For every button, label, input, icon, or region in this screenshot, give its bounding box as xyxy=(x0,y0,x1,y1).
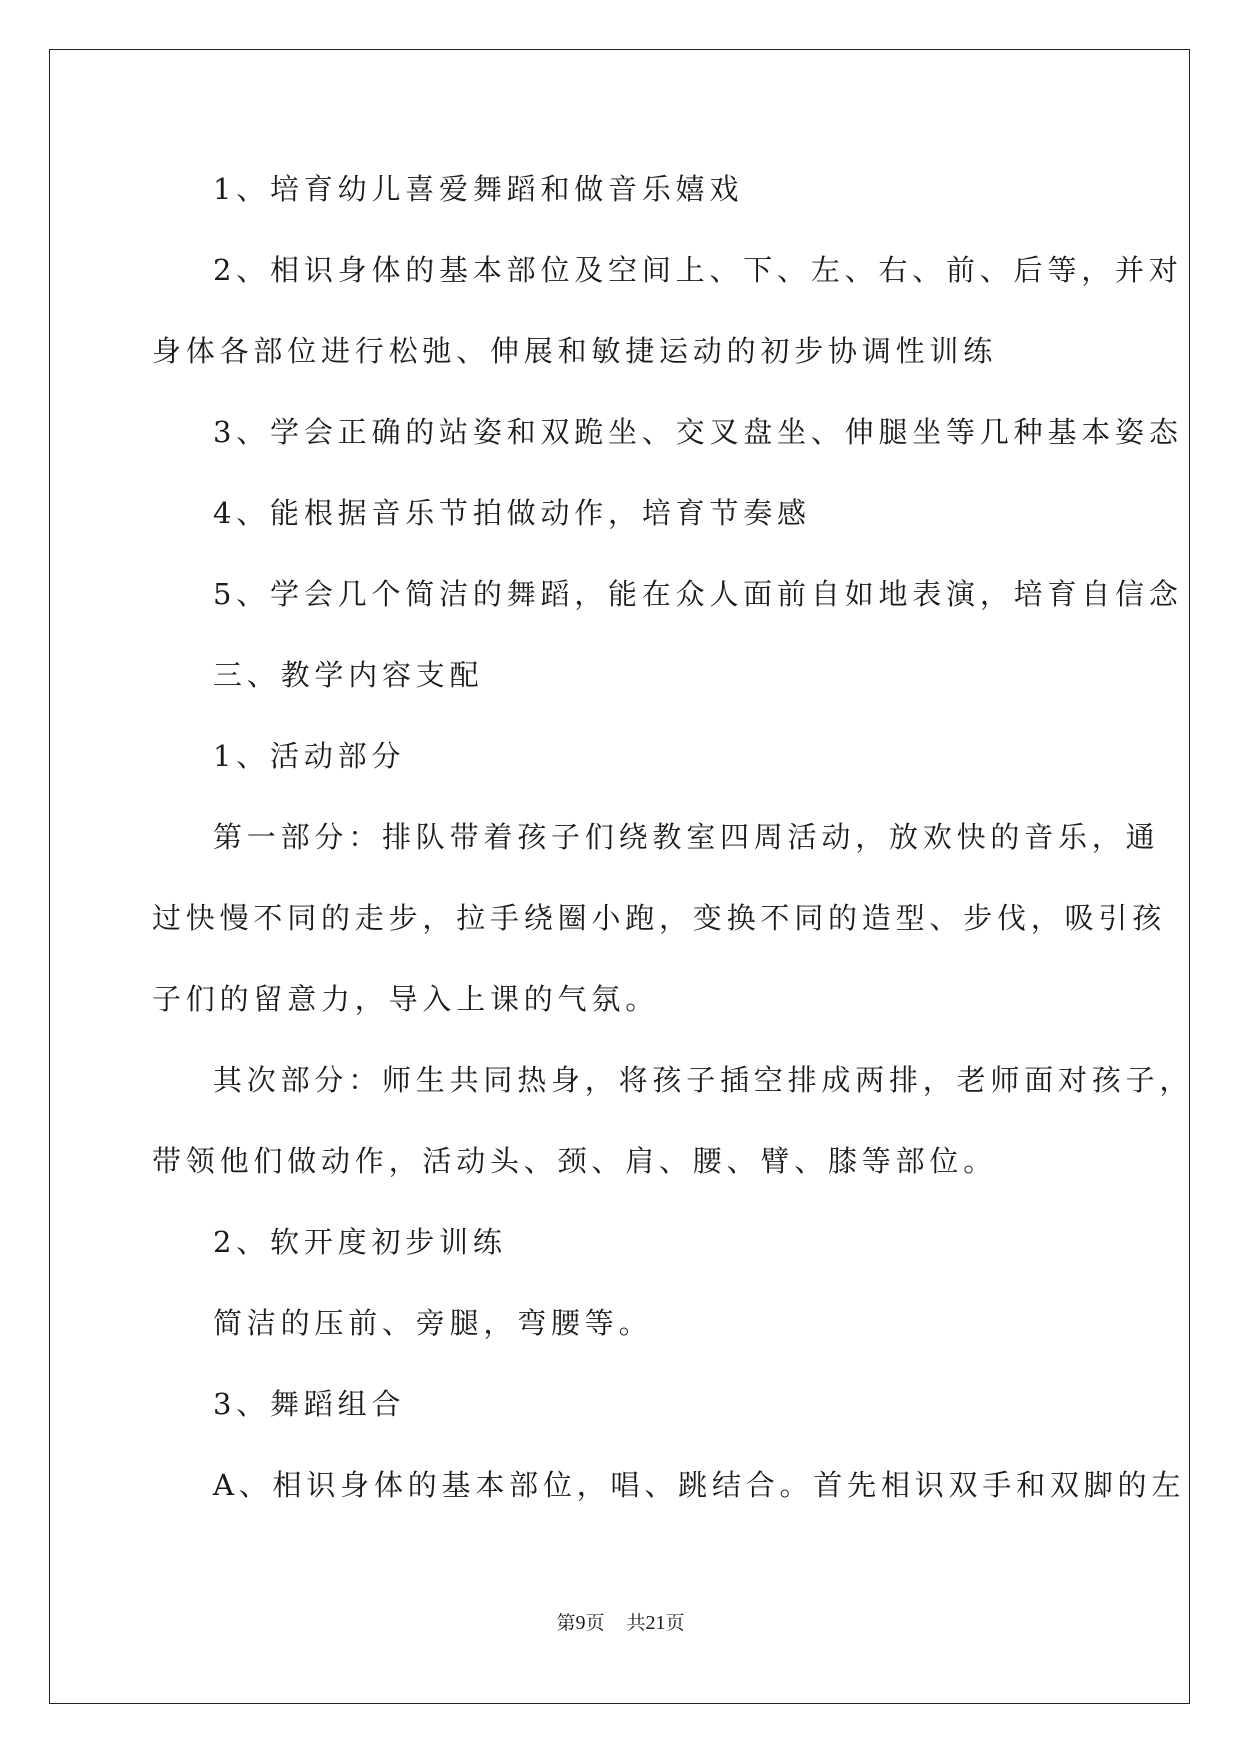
paragraph-line: 1、培育幼儿喜爱舞蹈和做音乐嬉戏 xyxy=(213,172,744,206)
paragraph-line: 4、能根据音乐节拍做动作，培育节奏感 xyxy=(213,496,811,530)
total-suffix: 页 xyxy=(665,1612,685,1634)
page-suffix: 页 xyxy=(585,1612,605,1634)
subsection-heading: 1、活动部分 xyxy=(213,739,406,773)
paragraph-line: 其次部分：师生共同热身，将孩子插空排成两排，老师面对孩子， xyxy=(213,1063,1194,1097)
paragraph-line: 3、学会正确的站姿和双跪坐、交叉盘坐、伸腿坐等几种基本姿态 xyxy=(213,415,1183,449)
paragraph-line: 带领他们做动作，活动头、颈、肩、腰、臂、膝等部位。 xyxy=(152,1144,998,1178)
paragraph-line: 5、学会几个简洁的舞蹈，能在众人面前自如地表演，培育自信念 xyxy=(213,577,1183,611)
paragraph-line: 子们的留意力，导入上课的气氛。 xyxy=(152,982,660,1016)
total-pages: 21 xyxy=(645,1612,666,1634)
paragraph-line: 过快慢不同的走步，拉手绕圈小跑，变换不同的造型、步伐，吸引孩 xyxy=(152,901,1167,935)
total-prefix: 共 xyxy=(626,1612,646,1634)
paragraph-line: 2、相识身体的基本部位及空间上、下、左、右、前、后等，并对 xyxy=(213,253,1183,287)
section-heading: 三、教学内容支配 xyxy=(213,658,484,692)
page-footer xyxy=(0,1608,1241,1635)
paragraph-line: 第一部分：排队带着孩子们绕教室四周活动，放欢快的音乐，通 xyxy=(213,820,1160,854)
page-prefix: 第 xyxy=(556,1612,576,1634)
paragraph-line: 身体各部位进行松弛、伸展和敏捷运动的初步协调性训练 xyxy=(152,334,998,368)
paragraph-line: 简洁的压前、旁腿，弯腰等。 xyxy=(213,1306,653,1340)
subsection-heading: 3、舞蹈组合 xyxy=(213,1387,406,1421)
page-border xyxy=(49,49,1190,1704)
subsection-heading: 2、软开度初步训练 xyxy=(213,1225,507,1259)
page-number: 9 xyxy=(575,1612,586,1634)
paragraph-line: A、相识身体的基本部位，唱、跳结合。首先相识双手和双脚的左 xyxy=(213,1468,1186,1502)
